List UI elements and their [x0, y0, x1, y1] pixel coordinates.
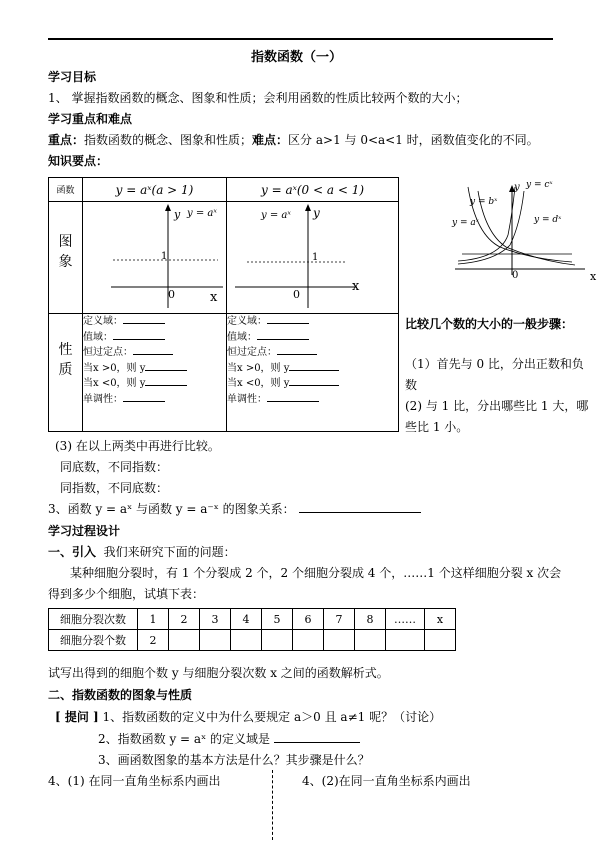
prop2-x-negative: 当x <0，则 y	[227, 376, 398, 392]
side-label-c: y = cˣ	[526, 180, 553, 190]
table-row	[49, 630, 456, 651]
draw-left: 4、(1) 在同一直角坐标系内画出	[48, 774, 221, 788]
table-header-label: 函数	[49, 178, 83, 202]
side-x-label: x	[590, 270, 597, 283]
hard-label: 难点：	[252, 133, 289, 147]
key-label: 重点：	[48, 133, 85, 147]
section-key: 学习重点和难点	[48, 112, 133, 126]
row1-cell: x	[425, 609, 456, 630]
prop-fixed-point: 恒过定点：	[83, 345, 226, 361]
side-label-d: y = dˣ	[534, 215, 562, 225]
prop2-monotonic: 单调性：	[227, 392, 398, 408]
row1-cell: 4	[231, 609, 262, 630]
row2-cell	[200, 630, 231, 651]
row2-label: 细胞分裂个数	[49, 630, 138, 651]
graph1-x-label: x	[210, 290, 218, 305]
graph1-cell	[83, 202, 227, 314]
prop-x-positive: 当x >0，则 y	[83, 361, 226, 377]
section-process: 学习过程设计	[48, 524, 121, 538]
top-rule	[48, 38, 553, 40]
key-line	[48, 131, 539, 148]
side-label-b: y = bˣ	[470, 197, 498, 207]
same-exp: 同指数，不同底数：	[60, 481, 169, 495]
key-text: 指数函数的概念、图象和性质；	[84, 133, 253, 147]
row1-label: 细胞分裂次数	[49, 609, 138, 630]
graph1-y-label: y	[174, 208, 181, 221]
graph2-x-label: x	[352, 279, 360, 294]
prop-domain: 定义域：	[83, 314, 226, 330]
col1-header: y = aˣ(a > 1)	[83, 178, 227, 202]
column-divider	[272, 770, 273, 840]
props-col1	[83, 314, 227, 432]
cell-division-table	[48, 608, 456, 651]
question-3: 3、画函数图象的基本方法是什么？其步骤是什么？	[98, 753, 370, 767]
question-2-line: 2、指数函数 y = aˣ 的定义域是	[98, 730, 360, 747]
row2-cell	[324, 630, 355, 651]
col2-header: y = aˣ(0 < a < 1)	[227, 178, 399, 202]
graph1-origin: 0	[168, 288, 175, 301]
row2-cell	[293, 630, 324, 651]
side-step-1: （1）首先与 0 比，分出正数和负数	[405, 357, 584, 392]
row1-cell: 2	[169, 609, 200, 630]
row2-cell	[169, 630, 200, 651]
props-col2	[227, 314, 399, 432]
cell-text-2: 得到多少个细胞，试填下表：	[48, 587, 205, 601]
prop-x-negative: 当x <0，则 y	[83, 376, 226, 392]
row1-cell: 6	[293, 609, 324, 630]
row2-cell	[262, 630, 293, 651]
prop-monotonic: 单调性：	[83, 392, 226, 408]
row2-cell	[425, 630, 456, 651]
row2-cell	[231, 630, 262, 651]
graph1-one: 1	[161, 251, 168, 262]
section-two: 二、指数函数的图象与性质	[48, 688, 193, 702]
row-graph-label: 图象	[49, 202, 83, 314]
question-1-line: [ 提问 ] 1、指数函数的定义中为什么要规定 a＞0 且 a≠1 呢？（讨论）	[55, 710, 442, 724]
section-goals: 学习目标	[48, 70, 97, 84]
row2-cell: 2	[138, 630, 169, 651]
row1-cell: 1	[138, 609, 169, 630]
intro-line: 一、引入 我们来研究下面的问题：	[48, 545, 236, 559]
prop2-range: 值域：	[227, 330, 398, 346]
step-3: (3) 在以上两类中再进行比较。	[55, 439, 220, 453]
table-row	[49, 609, 456, 630]
prop2-domain: 定义域：	[227, 314, 398, 330]
side-y-label: y	[514, 182, 520, 193]
side-label-a: y = aˣ	[452, 218, 479, 228]
hard-text: 区分 a>1 与 0<a<1 时，函数值变化的不同。	[288, 133, 539, 147]
side-origin: 0	[512, 270, 519, 281]
graph2-y-arrow	[305, 204, 311, 211]
graph1-func: y = aˣ	[187, 208, 217, 219]
graph2-cell	[227, 202, 399, 314]
section-knowledge: 知识要点：	[48, 154, 109, 168]
row1-cell: 3	[200, 609, 231, 630]
graph1-y-arrow	[165, 204, 171, 211]
prop-range: 值域：	[83, 330, 226, 346]
row1-cell: 5	[262, 609, 293, 630]
prop2-fixed-point: 恒过定点：	[227, 345, 398, 361]
row2-cell	[355, 630, 386, 651]
goal-1: 1、 掌握指数函数的概念、图象和性质；会利用函数的性质比较两个数的大小；	[48, 91, 468, 105]
item-3: 3、函数 y = aˣ 与函数 y = a⁻ˣ 的图象关系：	[48, 500, 421, 517]
row-props-label: 性质	[49, 314, 83, 432]
row1-cell: 8	[355, 609, 386, 630]
cell-text-1: 某种细胞分裂时，有 1 个分裂成 2 个，2 个细胞分裂成 4 个，……1 个这样细胞分裂 x 次会	[70, 566, 562, 580]
graph2-y-label: y	[313, 206, 320, 220]
prop2-x-positive: 当x >0，则 y	[227, 361, 398, 377]
draw-right: 4、(2)在同一直角坐标系内画出	[302, 774, 471, 788]
graph2-one: 1	[312, 252, 319, 263]
side-step-2: (2) 与 1 比，分出哪些比 1 大，哪些比 1 小。	[405, 399, 589, 434]
graph2-func: y = aˣ	[261, 210, 291, 221]
page-title: 指数函数（一）	[251, 50, 343, 65]
row1-cell: 7	[324, 609, 355, 630]
row2-cell	[386, 630, 425, 651]
same-base: 同底数，不同指数：	[60, 460, 169, 474]
knowledge-table	[48, 177, 399, 432]
ask-relation: 试写出得到的细胞个数 y 与细胞分裂次数 x 之间的函数解析式。	[48, 666, 389, 680]
side-heading: 比较几个数的大小的一般步骤：	[405, 317, 574, 331]
graph2-origin: 0	[293, 288, 300, 301]
row1-cell: ……	[386, 609, 425, 630]
